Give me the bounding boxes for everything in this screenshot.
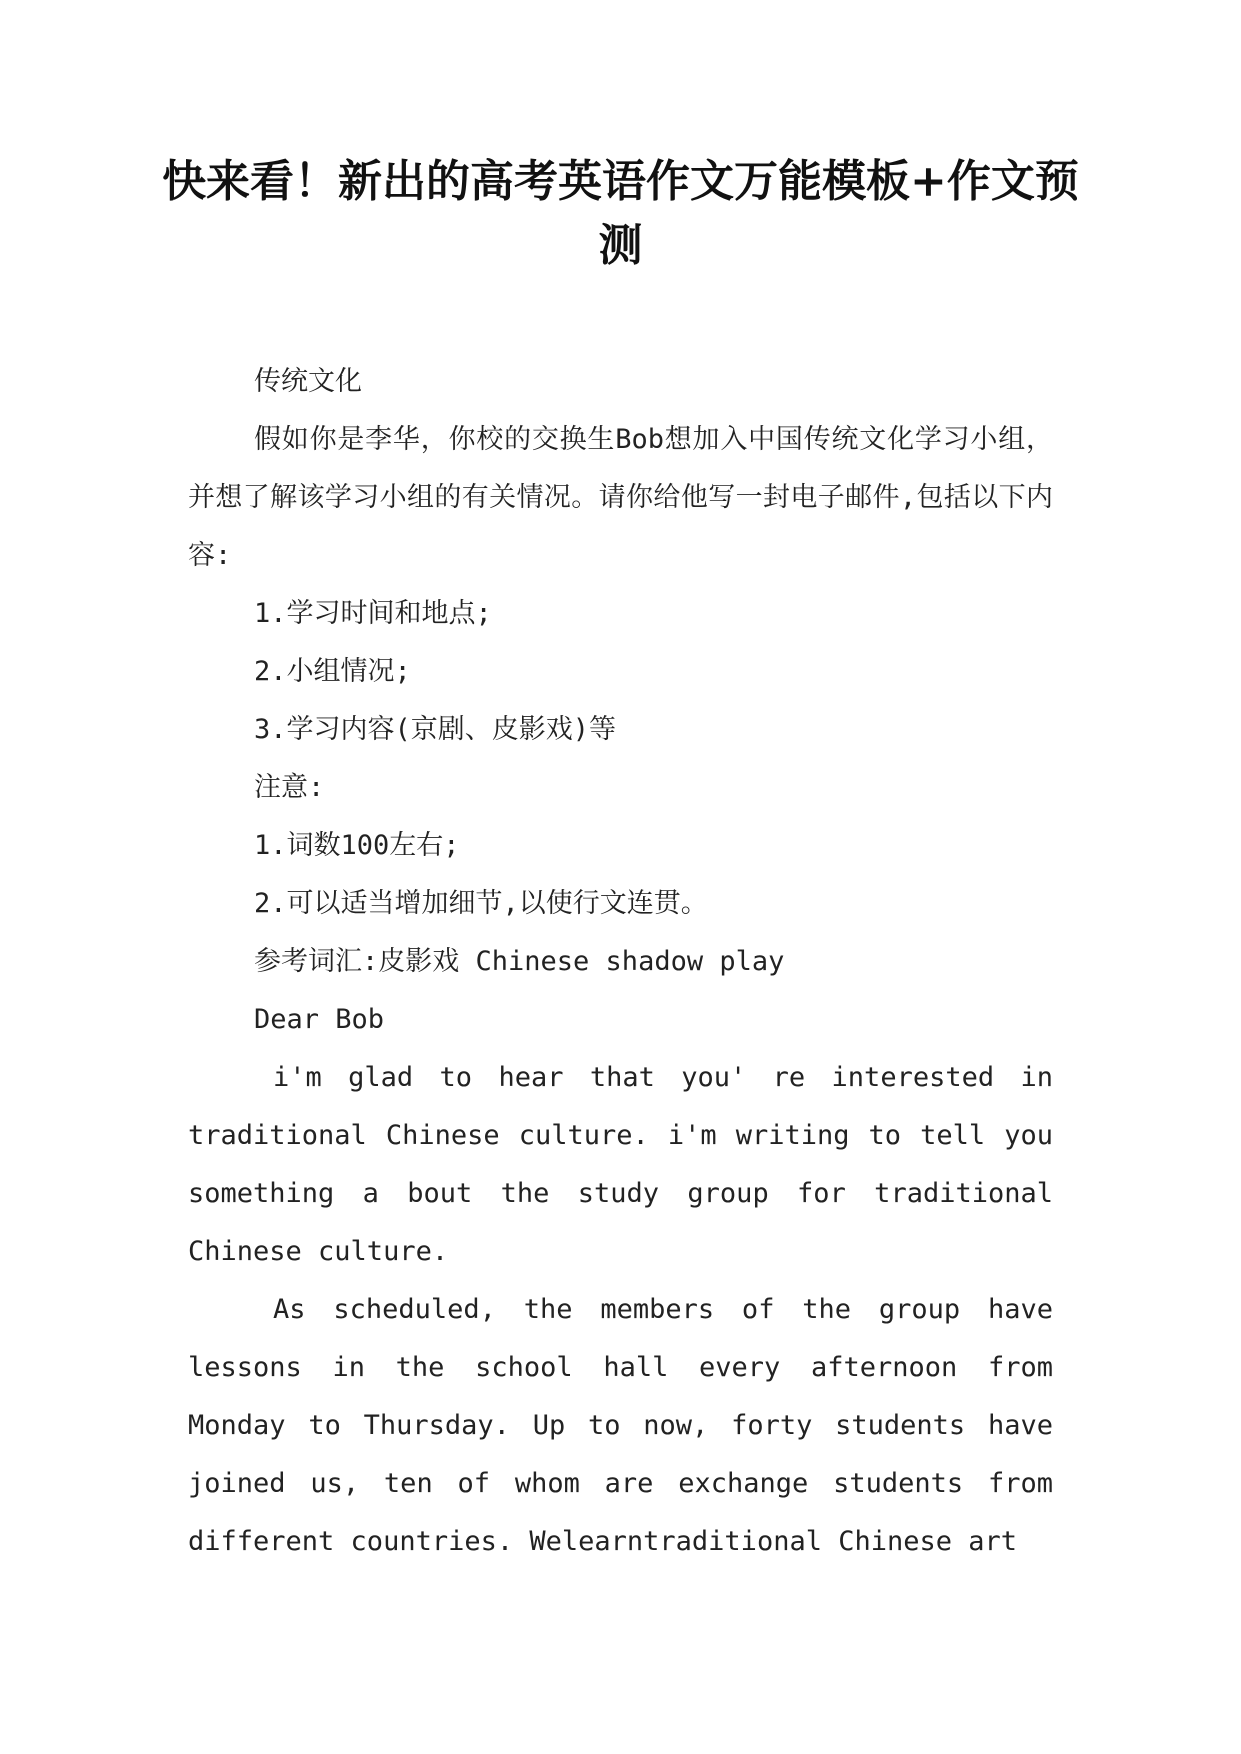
letter-paragraph: i'm glad to hear that you' re interested in traditional Chinese culture. i'm writing to tell you something a bout the study group for traditional Chinese culture. — [188, 1062, 1070, 1267]
document-body — [188, 353, 1070, 1571]
vocabulary-hint: 参考词汇:皮影戏 Chinese shadow play — [254, 946, 785, 977]
letter-paragraph: As scheduled, the members of the group have lessons in the school hall every afternoon from Monday to Thursday. Up to now, forty students have joined us, ten of whom are exchange students from different countries. Welearntraditional Chinese art — [188, 1294, 1070, 1557]
requirement-item: 1.学习时间和地点; — [254, 598, 492, 629]
requirement-item: 2.小组情况; — [254, 656, 411, 687]
document-title: 快来看！新出的高考英语作文万能模板+作文预测 — [162, 156, 1079, 271]
task-description: 假如你是李华，你校的交换生Bob想加入中国传统文化学习小组，并想了解该学习小组的有关情况。请你给他写一封电子邮件,包括以下内容: — [188, 424, 1053, 571]
note-item: 2.可以适当增加细节,以使行文连贯。 — [254, 888, 708, 919]
notes-heading: 注意: — [254, 772, 325, 803]
section-heading: 传统文化 — [254, 366, 362, 397]
requirement-item: 3.学习内容(京剧、皮影戏)等 — [254, 714, 617, 745]
note-item: 1.词数100左右; — [254, 830, 460, 861]
letter-salutation: Dear Bob — [254, 1004, 385, 1035]
